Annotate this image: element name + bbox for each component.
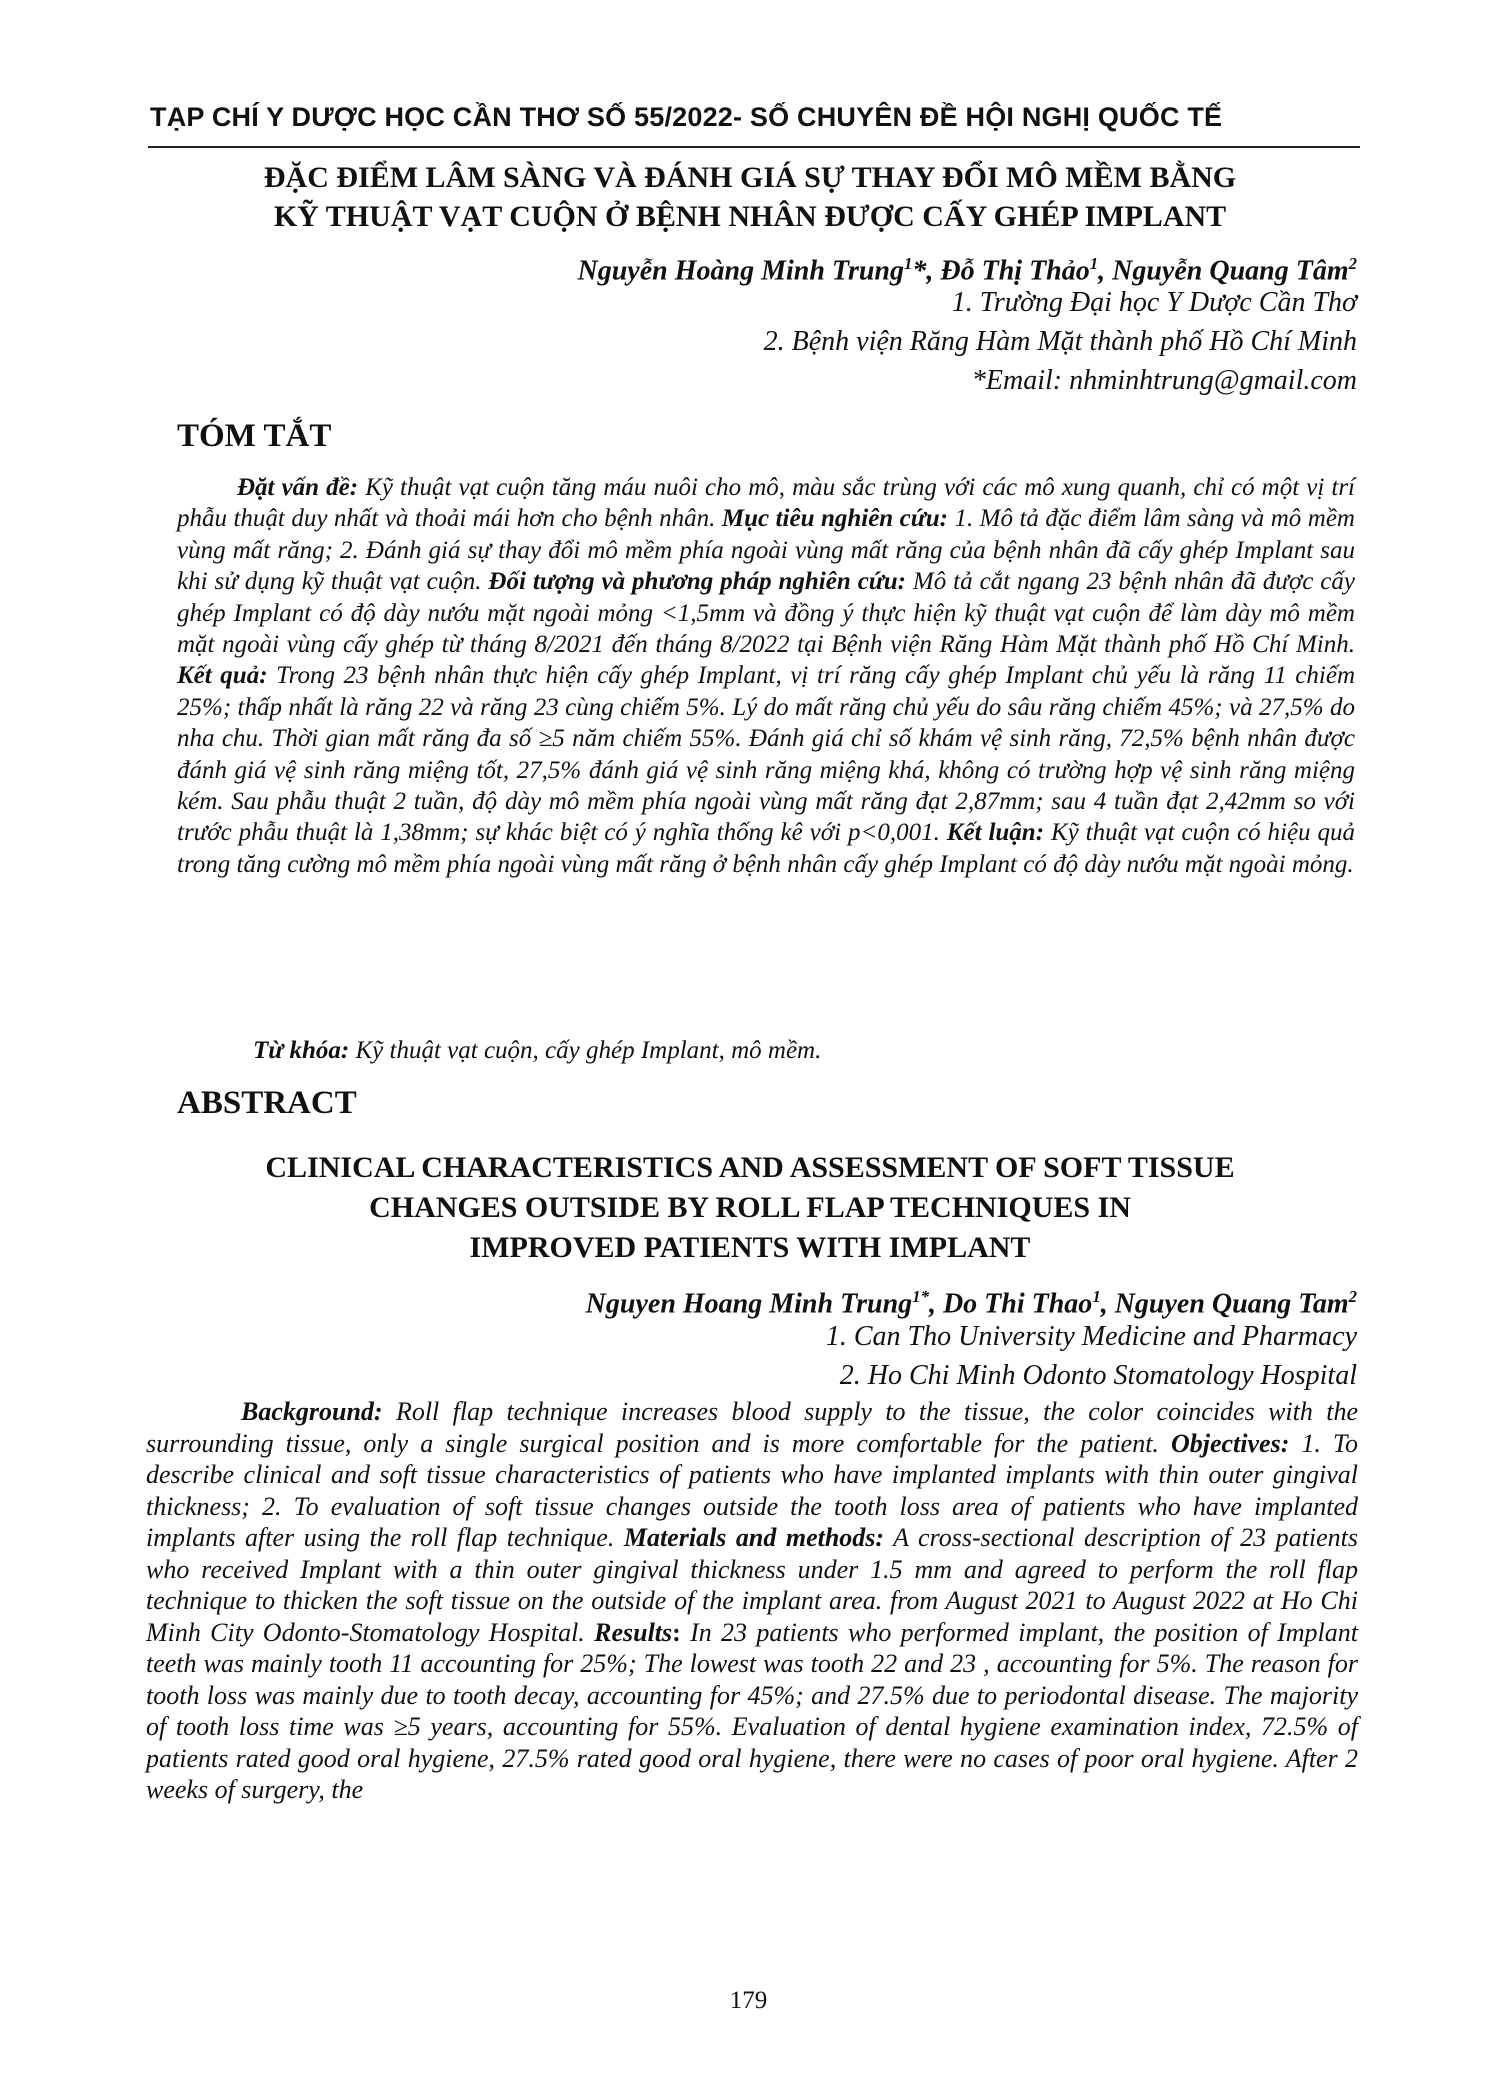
- vi-author-1-sup: 1: [904, 254, 913, 273]
- vi-results-label: Kết quả:: [177, 662, 268, 690]
- vi-background-text: Kỹ thuật vạt cuộn tăng máu nuôi cho mô, màu sắc trùng với các mô xung quanh, chỉ có một vị trí phẫu thuật duy nhất và thoải mái hơn cho bệnh nhân.: [177, 474, 1356, 533]
- en-background-label: Background:: [241, 1397, 383, 1426]
- vi-title-line-1: ĐẶC ĐIỂM LÂM SÀNG VÀ ĐÁNH GIÁ SỰ THAY ĐỔI MÔ MỀM BẰNG: [263, 161, 1237, 194]
- vi-affiliation-2: 2. Bệnh viện Răng Hàm Mặt thành phố Hồ Chí Minh: [763, 326, 1357, 357]
- en-objectives-label: Objectives:: [1170, 1428, 1290, 1458]
- journal-header: TẠP CHÍ Y DƯỢC HỌC CẦN THƠ SỐ 55/2022- SỐ CHUYÊN ĐỀ HỘI NGHỊ QUỐC TẾ: [150, 102, 1223, 132]
- vi-author-1: Nguyễn Hoàng Minh Trung: [577, 255, 904, 287]
- vi-title-line-2: KỸ THUẬT VẠT CUỘN Ở BỆNH NHÂN ĐƯỢC CẤY GHÉP IMPLANT: [273, 200, 1227, 233]
- header-rule: [148, 146, 1360, 148]
- en-abstract-heading: ABSTRACT: [177, 1085, 357, 1121]
- en-author-sep: ,: [1100, 1288, 1115, 1320]
- en-author-2: Do Thi Thao: [942, 1288, 1093, 1320]
- vi-author-2-sup: 1: [1089, 254, 1099, 273]
- en-abstract-body: [146, 1396, 1358, 1806]
- en-author-3: Nguyen Quang Tam: [1114, 1288, 1349, 1320]
- vi-objectives-label: Mục tiêu nghiên cứu:: [721, 505, 948, 533]
- vi-conclusion-label: Kết luận:: [946, 819, 1045, 847]
- en-author-1-sup: 1*: [912, 1287, 929, 1306]
- en-title: [150, 1148, 1350, 1268]
- vi-methods-text: Mô tả cắt ngang 23 bệnh nhân đã được cấy ghép Implant có độ dày nướu mặt ngoài mỏng <1,5mm và đồng ý thực hiện kỹ thuật vạt cuộn để làm dày mô mềm mặt ngoài vùng cấy ghép từ tháng 8/2021 đến tháng 8/2022 tại Bệnh viện Răng Hàm Mặt thành phố Hồ Chí Minh.: [177, 568, 1355, 659]
- vi-author-3: Nguyễn Quang Tâm: [1112, 255, 1349, 287]
- vi-keywords: [253, 1035, 1353, 1066]
- en-results-colon: :: [672, 1617, 681, 1647]
- vi-conclusion-text: Kỹ thuật vạt cuộn có hiệu quả trong tăng cường mô mềm phía ngoài vùng mất răng ở bệnh nhân cấy ghép Implant có độ dày nướu mặt ngoài mỏng.: [177, 819, 1355, 878]
- en-author-2-sup: 1: [1092, 1287, 1101, 1306]
- en-affiliation-2: 2. Ho Chi Minh Odonto Stomatology Hospital: [839, 1360, 1357, 1391]
- vi-author-2: Đỗ Thị Thảo: [940, 255, 1090, 287]
- vi-author-3-sup: 2: [1348, 254, 1357, 273]
- vi-objectives-text: 1. Mô tả đặc điểm lâm sàng và mô mềm vùng mất răng; 2. Đánh giá sự thay đổi mô mềm phía ngoài vùng mất răng của bệnh nhân đã cấy ghép Implant sau khi sử dụng kỹ thuật vạt cuộn.: [177, 505, 1355, 596]
- vi-methods-label: Đối tượng và phương pháp nghiên cứu:: [488, 568, 906, 596]
- vi-email: *Email: nhminhtrung@gmail.com: [971, 365, 1357, 396]
- en-results-label: Results: [594, 1617, 673, 1647]
- en-author-sep: ,: [928, 1288, 943, 1320]
- vi-abstract-body: [177, 472, 1355, 880]
- en-title-line-1: CLINICAL CHARACTERISTICS AND ASSESSMENT OF SOFT TISSUE: [265, 1151, 1235, 1184]
- vi-keywords-text: Kỹ thuật vạt cuộn, cấy ghép Implant, mô mềm.: [349, 1037, 822, 1064]
- vi-background-label: Đặt vấn đề:: [237, 474, 359, 501]
- en-author-1: Nguyen Hoang Minh Trung: [585, 1288, 913, 1320]
- vi-affiliation-1: 1. Trường Đại học Y Dược Cần Thơ: [951, 287, 1357, 318]
- en-title-line-3: IMPROVED PATIENTS WITH IMPLANT: [469, 1231, 1031, 1264]
- en-methods-text: A cross-sectional description of 23 patients who received Implant with a thin outer gingival thickness under 1.5 mm and agreed to perform the roll flap technique to thicken the soft tissue on the outside of the implant area. from August 2021 to August 2022 at Ho Chi Minh City Odonto-Stomatology Hospital.: [146, 1523, 1358, 1647]
- page-number: 179: [729, 1987, 768, 2014]
- vi-keywords-label: Từ khóa:: [253, 1037, 350, 1064]
- en-author-3-sup: 2: [1348, 1287, 1357, 1306]
- vi-author-sep: ,: [1098, 255, 1113, 287]
- vi-author-sep: ,: [926, 255, 941, 287]
- vi-title: [150, 158, 1350, 236]
- vi-author-1-mark: *: [912, 255, 927, 287]
- en-background-text: Roll flap technique increases blood supply to the tissue, the color coincides with the surrounding tissue, only a single surgical position and is more comfortable for the patient.: [146, 1397, 1358, 1458]
- vi-results-text: Trong 23 bệnh nhân thực hiện cấy ghép Implant, vị trí răng cấy ghép Implant chủ yếu là răng 11 chiếm 25%; thấp nhất là răng 22 và răng 23 cùng chiếm 5%. Lý do mất răng chủ yếu do sâu răng chiếm 45%; và 27,5% do nha chu. Thời gian mất răng đa số ≥5 năm chiếm 55%. Đánh giá chỉ số khám vệ sinh răng, 72,5% bệnh nhân được đánh giá vệ sinh răng miệng tốt, 27,5% đánh giá vệ sinh răng miệng khá, không có trường hợp vệ sinh răng miệng kém. Sau phẫu thuật 2 tuần, độ dày mô mềm phía ngoài vùng mất răng đạt 2,87mm; sau 4 tuần đạt 2,42mm so với trước phẫu thuật là 1,38mm; sự khác biệt có ý nghĩa thống kê với p<0,001.: [177, 662, 1355, 847]
- en-affiliation-1: 1. Can Tho University Medicine and Pharmacy: [825, 1321, 1357, 1352]
- en-results-text: In 23 patients who performed implant, the position of Implant teeth was mainly tooth 11 accounting for 25%; The lowest was tooth 22 and 23 , accounting for 5%. The reason for tooth loss was mainly due to tooth decay, accounting for 45%; and 27.5% due to periodontal disease. The majority of tooth loss time was ≥5 years, accounting for 55%. Evaluation of dental hygiene examination index, 72.5% of patients rated good oral hygiene, 27.5% rated good oral hygiene, there were no cases of poor oral hygiene. After 2 weeks of surgery, the: [146, 1617, 1358, 1804]
- en-objectives-text: 1. To describe clinical and soft tissue characteristics of patients who have implanted implants with thin outer gingival thickness; 2. To evaluation of soft tissue changes outside the tooth loss area of patients who have implanted implants after using the roll flap technique.: [146, 1428, 1358, 1552]
- en-title-line-2: CHANGES OUTSIDE BY ROLL FLAP TECHNIQUES IN: [369, 1191, 1131, 1224]
- vi-abstract-heading: TÓM TẮT: [177, 418, 332, 454]
- en-methods-label: Materials and methods:: [623, 1523, 885, 1552]
